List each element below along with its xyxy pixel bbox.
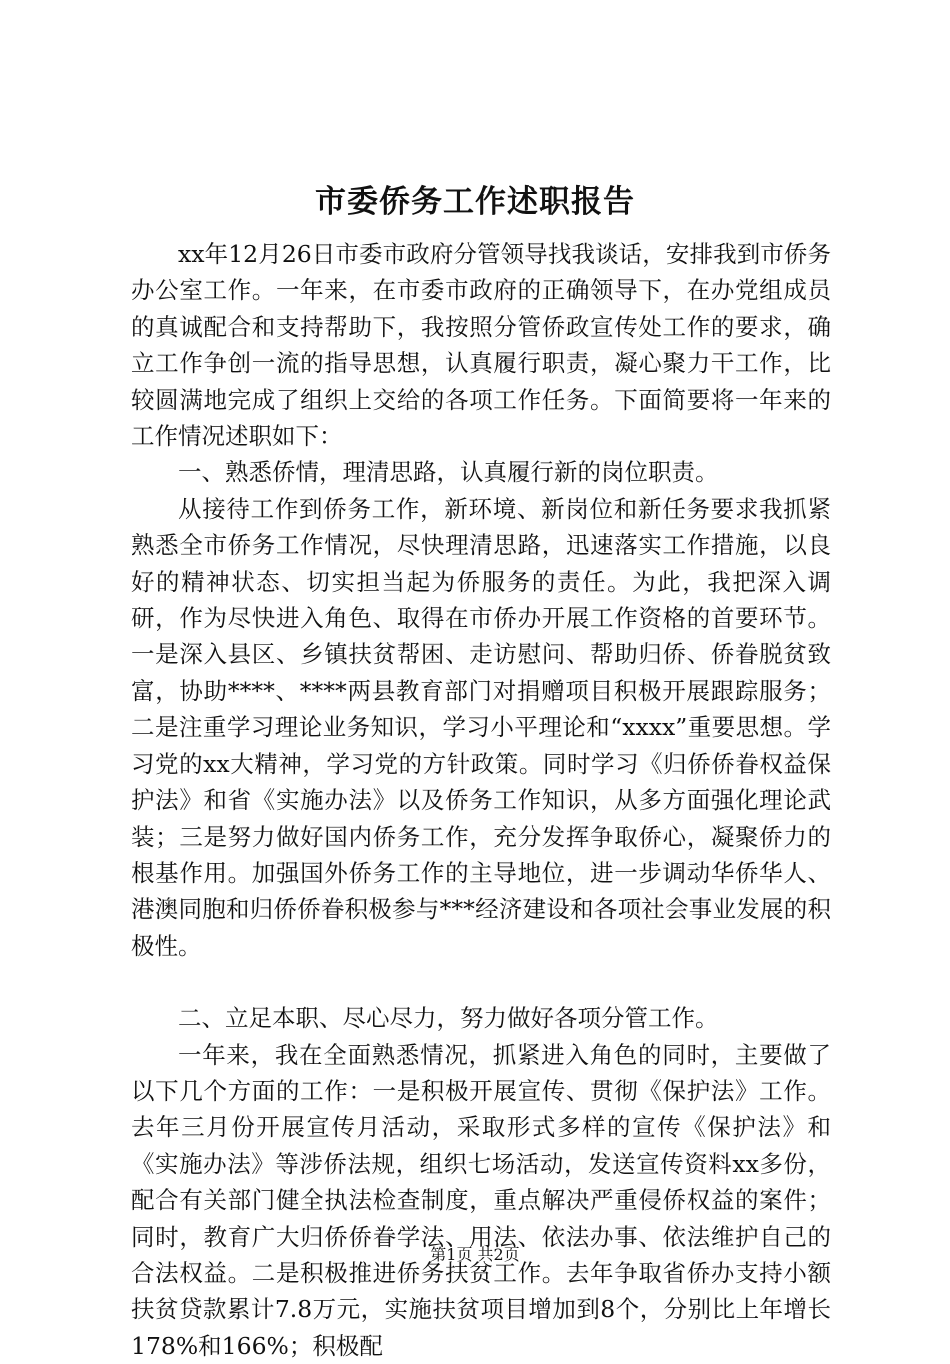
section-heading-2: 二、立足本职、尽心尽力，努力做好各项分管工作。 — [178, 1004, 719, 1033]
section-heading-1: 一、熟悉侨情，理清思路，认真履行新的岗位职责。 — [178, 458, 719, 487]
document-body — [131, 236, 831, 1364]
paragraph-intro: xx年12月26日市委市政府分管领导找我谈话，安排我到市侨务办公室工作。一年来，在市委市政府的正确领导下，在办党组成员的真诚配合和支持帮助下，我按照分管侨政宣传处工作的要求，确立工作争创一流的指导思想，认真履行职责，凝心聚力干工作，比较圆满地完成了组织上交给的各项工作任务。下面简要将一年来的工作情况述职如下： — [131, 240, 831, 451]
document-title: 市委侨务工作述职报告 — [315, 184, 635, 220]
paragraph-section-1: 从接待工作到侨务工作，新环境、新岗位和新任务要求我抓紧熟悉全市侨务工作情况，尽快理清思路，迅速落实工作措施，以良好的精神状态、切实担当起为侨服务的责任。为此，我把深入调研，作为尽快进入角色、取得在市侨办开展工作资格的首要环节。一是深入县区、乡镇扶贫帮困、走访慰问、帮助归侨、侨眷脱贫致富，协助****、****两县教育部门对捐赠项目积极开展跟踪服务；二是注重学习理论业务知识，学习小平理论和“xxxx”重要思想。学习党的xx大精神，学习党的方针政策。同时学习《归侨侨眷权益保护法》和省《实施办法》以及侨务工作知识，从多方面强化理论武装；三是努力做好国内侨务工作，充分发挥争取侨心，凝聚侨力的根基作用。加强国外侨务工作的主导地位，进一步调动华侨华人、港澳同胞和归侨侨眷积极参与***经济建设和各项社会事业发展的积极性。 — [131, 494, 831, 960]
page-footer: 第1页 共2页 — [430, 1245, 520, 1264]
paragraph-section-2: 一年来，我在全面熟悉情况，抓紧进入角色的同时，主要做了以下几个方面的工作：一是积极开展宣传、贯彻《保护法》工作。去年三月份开展宣传月活动，采取形式多样的宣传《保护法》和《实施办法》等涉侨法规，组织七场活动，发送宣传资料xx多份，配合有关部门健全执法检查制度，重点解决严重侵侨权益的案件；同时，教育广大归侨侨眷学法、用法、依法办事、依法维护自己的合法权益。二是积极推进侨务扶贫工作。去年争取省侨办支持小额扶贫贷款累计7.8万元，实施扶贫项目增加到8个，分别比上年增长178%和166%；积极配 — [131, 1040, 831, 1360]
